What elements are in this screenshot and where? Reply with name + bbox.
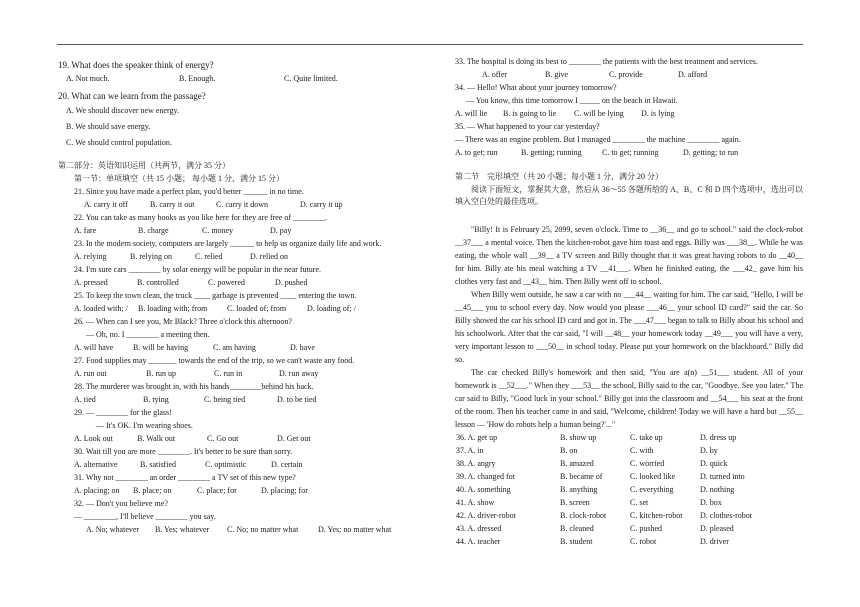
q21-stem: 21. Since you have made a perfect plan, you'd better ______ in no time. bbox=[74, 187, 304, 196]
q33-option-c: C. provide bbox=[609, 70, 643, 79]
q35-option-a: A. to get; run bbox=[455, 148, 498, 157]
q30-stem: 30. Wait till you are more ________. It's better to be sure than sorry. bbox=[74, 447, 293, 456]
q28-option-d: D. to be tied bbox=[277, 395, 317, 404]
q26-option-c: C. am having bbox=[213, 343, 256, 352]
cloze-43-d: D. pleased bbox=[700, 524, 734, 533]
passage-paragraph-2: When Billy went outside, he saw a car with no ___44__ waiting for him. The car said, "Hello, I will be __45___ you to school every day. Now would you please ___46__ your school ID card?" said the car. So Billy showed the car his school ID card and got in. The ___47___ began to talk to Billy about his school and his schoolwork. After that the car said, "I will __48__ your homework today __49___ you will have a very, very important lesson to ___50__ in school today. Please put your homework on the blackboard." Billy did so. bbox=[455, 290, 803, 364]
cloze-40-c: C. everything bbox=[630, 485, 674, 494]
q29-option-a: A. Look out bbox=[74, 434, 113, 443]
q35-option-d: D. getting; to run bbox=[683, 148, 739, 157]
cloze-44-b: B. student bbox=[560, 537, 593, 546]
q30-option-c: C. optimistic bbox=[205, 460, 247, 469]
q30-option-d: D. certain bbox=[271, 460, 303, 469]
q33-option-b: B. give bbox=[545, 70, 569, 79]
q23-option-d: D. relied on bbox=[250, 252, 288, 261]
cloze-39-a: 39. A. changed for bbox=[456, 472, 516, 481]
q24-option-a: A. pressed bbox=[74, 278, 108, 287]
q29-option-c: C. Go out bbox=[207, 434, 239, 443]
cloze-41-b: B. screen bbox=[560, 498, 590, 507]
q34-option-d: D. is lying bbox=[641, 109, 675, 118]
q28-option-b: B. tying bbox=[143, 395, 169, 404]
cloze-39-c: C. looked like bbox=[630, 472, 676, 481]
q24-option-b: B. controlled bbox=[137, 278, 179, 287]
section1-title: 第一节：单项填空（共 15 小题； 每小题 1 分，满分 15 分） bbox=[74, 174, 284, 183]
cloze-37-a: 37. A. in bbox=[456, 446, 484, 455]
q20-stem: 20. What can we learn from the passage? bbox=[58, 91, 206, 101]
cloze-42-d: D. clothes-robot bbox=[700, 511, 752, 520]
cloze-36-d: D. dress up bbox=[700, 433, 737, 442]
q21-option-c: C. carry it down bbox=[216, 200, 268, 209]
q31-stem: 31. Why not ________ an order ________ a TV set of this new type? bbox=[74, 473, 296, 482]
q19-stem: 19. What does the speaker think of energy? bbox=[58, 60, 214, 70]
part2-title: 第二部分：英语知识运用（共两节，满分 35 分） bbox=[58, 161, 230, 170]
q35-option-c: C. to get; running bbox=[602, 148, 659, 157]
q27-stem: 27. Food supplies may _______ towards the end of the trip, so we can't waste any food. bbox=[74, 356, 355, 365]
q19-option-a: A. Not much. bbox=[66, 74, 110, 83]
cloze-36-b: B. show up bbox=[560, 433, 597, 442]
q32-option-d: D. Yes; no matter what bbox=[318, 525, 392, 534]
q32-stem-reply: — ________, I'll believe ________ you say. bbox=[74, 512, 216, 521]
cloze-40-d: D. nothing bbox=[700, 485, 735, 494]
q33-stem: 33. The hospital is doing its best to ________ the patients with the best treatment and services. bbox=[455, 57, 758, 66]
q27-option-b: B. run up bbox=[146, 369, 176, 378]
q22-stem: 22. You can take as many books as you like here for they are free of ________. bbox=[74, 213, 328, 222]
q26-stem-reply: — Oh, no. I ________ a meeting then. bbox=[86, 330, 210, 339]
q20-option-a: A. We should discover new energy. bbox=[66, 106, 179, 115]
cloze-44-c: C. robot bbox=[630, 537, 657, 546]
cloze-36-c: C. take up bbox=[630, 433, 663, 442]
cloze-37-c: C. with bbox=[630, 446, 654, 455]
q34-option-c: C. will be lying bbox=[574, 109, 624, 118]
cloze-41-c: C. set bbox=[630, 498, 649, 507]
header-rule bbox=[57, 44, 803, 45]
q20-option-b: B. We should save energy. bbox=[66, 122, 151, 131]
q28-stem: 28. The murderer was brought in, with his hands________behind his back. bbox=[74, 382, 314, 391]
q22-option-c: C. money bbox=[202, 226, 234, 235]
q24-stem: 24. I'm sure cars ________ by solar energy will be popular in the near future. bbox=[74, 265, 322, 274]
q26-option-d: D. have bbox=[290, 343, 315, 352]
cloze-43-a: 43. A. dressed bbox=[456, 524, 502, 533]
cloze-37-b: B. on bbox=[560, 446, 578, 455]
q22-option-d: D. pay bbox=[270, 226, 292, 235]
passage-paragraph-3: The car checked Billy's homework and then said, "You are a(n) __51___ student. All of your homework is __52___." When they ___53__ the school, Billy said to the car, "Goodbye. See you later." The car said to Billy, "Good luck in your school." Billy got into the classroom and __54___ his seat at the front of the room. Then his teacher came in and said, "Welcome, children! Today we will have a hard but __55__ lesson — 'How do robots help a human being?'..." bbox=[455, 368, 803, 429]
cloze-41-d: D. box bbox=[700, 498, 722, 507]
section2-title: 第二节 完形填空（共 20 小题；每小题 1 分，满分 20 分） bbox=[455, 172, 663, 181]
q30-option-a: A. alternative bbox=[74, 460, 118, 469]
q35-stem: 35. — What happened to your car yesterday? bbox=[455, 122, 600, 131]
q26-option-a: A. will have bbox=[74, 343, 114, 352]
q29-option-d: D. Get out bbox=[277, 434, 311, 443]
cloze-42-a: 42. A. driver-robot bbox=[456, 511, 516, 520]
q35-stem-reply: — There was an engine problem. But I managed ________ the machine ________ again. bbox=[455, 135, 741, 144]
cloze-38-a: 38. A. angry bbox=[456, 459, 496, 468]
q25-option-c: C. loaded of; from bbox=[227, 304, 287, 313]
cloze-44-a: 44. A. teacher bbox=[456, 537, 501, 546]
q24-option-d: D. pushed bbox=[275, 278, 308, 287]
q32-stem: 32. — Don't you believe me? bbox=[74, 499, 168, 508]
q25-option-b: B. loading with; from bbox=[138, 304, 208, 313]
q23-option-b: B. relying on bbox=[130, 252, 172, 261]
q26-option-b: B. will be having bbox=[133, 343, 189, 352]
q35-option-b: B. getting; running bbox=[521, 148, 582, 157]
passage-paragraph-1: "Billy! It is February 25, 2099, seven o'clock. Time to __36__ and go to school." said the clock-robot __37___ a mental voice. Then the kitchen-robot gave him toast and eggs. Billy was ___38__. While he was eating, the whole wall __39__ a TV screen and Billy thought that it was great having robots to do __40__ for him. Billy ate his meal watching a TV __41___. When he finished eating, the ___42_ gave him his clothes very fast and __43__ him. Then Billy went off to school. bbox=[455, 225, 803, 286]
cloze-40-a: 40. A. something bbox=[456, 485, 511, 494]
q34-option-a: A. will lie bbox=[455, 109, 488, 118]
q21-option-d: D. carry it up bbox=[300, 200, 343, 209]
cloze-40-b: B. anything bbox=[560, 485, 598, 494]
q29-option-b: B. Walk out bbox=[137, 434, 176, 443]
q33-option-d: D. afford bbox=[678, 70, 708, 79]
q32-option-c: C. No; no matter what bbox=[227, 525, 299, 534]
cloze-43-c: C. pushed bbox=[630, 524, 662, 533]
q28-option-a: A. tied bbox=[74, 395, 96, 404]
cloze-39-d: D. turned into bbox=[700, 472, 745, 481]
cloze-43-b: B. cleaned bbox=[560, 524, 594, 533]
q29-stem-reply: — It's OK. I'm wearing shoes. bbox=[96, 421, 193, 430]
q31-option-d: D. placing; for bbox=[261, 486, 308, 495]
q27-option-c: C. run in bbox=[214, 369, 243, 378]
cloze-42-b: B. clock-robot bbox=[560, 511, 607, 520]
cloze-39-b: B. became of bbox=[560, 472, 603, 481]
q24-option-c: C. powered bbox=[208, 278, 245, 287]
cloze-42-c: C. kitchen-robot bbox=[630, 511, 683, 520]
cloze-41-a: 41. A. show bbox=[456, 498, 495, 507]
cloze-44-d: D. driver bbox=[700, 537, 729, 546]
q31-option-b: B. place; on bbox=[133, 486, 172, 495]
q29-stem: 29. — ________ for the glass! bbox=[74, 408, 172, 417]
cloze-38-d: D. quick bbox=[700, 459, 728, 468]
q34-stem-reply: — You know, this time tomorrow I _____ on the beach in Hawaii. bbox=[466, 96, 678, 105]
q32-option-b: B. Yes; whatever bbox=[155, 525, 210, 534]
q34-stem: 34. — Hello! What about your journey tomorrow? bbox=[455, 83, 617, 92]
q23-option-c: C. relied bbox=[195, 252, 223, 261]
q19-option-b: B. Enough. bbox=[179, 74, 216, 83]
cloze-38-b: B. amazed bbox=[560, 459, 594, 468]
q26-stem: 26. — When can I see you, Mr Black? Three o'clock this afternoon? bbox=[74, 317, 292, 326]
q25-option-d: D. loading of; / bbox=[307, 304, 356, 313]
q25-option-a: A. loaded with; / bbox=[74, 304, 128, 313]
cloze-instructions: 阅读下面短文，掌握其大意，然后从 36～55 各题所给的 A、B、C 和 D 四个选项中，选出可以填入空白处的最佳选项。 bbox=[455, 185, 803, 206]
cloze-36-a: 36. A. get up bbox=[456, 433, 498, 442]
q22-option-b: B. charge bbox=[138, 226, 169, 235]
q20-option-c: C. We should control population. bbox=[66, 138, 172, 147]
q28-option-c: C. being tied bbox=[204, 395, 246, 404]
q22-option-a: A. fare bbox=[74, 226, 97, 235]
q25-stem: 25. To keep the town clean, the truck ____ garbage is prevented ____ entering the town. bbox=[74, 291, 357, 300]
q21-option-b: B. carry it out bbox=[150, 200, 195, 209]
q21-option-a: A. carry it off bbox=[84, 200, 128, 209]
q23-option-a: A. relying bbox=[74, 252, 107, 261]
q32-option-a: A. No; whatever bbox=[86, 525, 140, 534]
q34-option-b: B. is going to lie bbox=[503, 109, 557, 118]
q30-option-b: B. satisfied bbox=[140, 460, 176, 469]
cloze-37-d: D. by bbox=[700, 446, 718, 455]
q31-option-a: A. placing; on bbox=[74, 486, 120, 495]
q19-option-c: C. Quite limited. bbox=[284, 74, 338, 83]
q27-option-a: A. run out bbox=[74, 369, 107, 378]
cloze-38-c: C. worried bbox=[630, 459, 665, 468]
q33-option-a: A. offer bbox=[482, 70, 508, 79]
q31-option-c: C. place; for bbox=[197, 486, 237, 495]
q27-option-d: D. run away bbox=[279, 369, 319, 378]
q23-stem: 23. In the modern society, computers are largely ______ to help us organize daily life and work. bbox=[74, 239, 382, 248]
